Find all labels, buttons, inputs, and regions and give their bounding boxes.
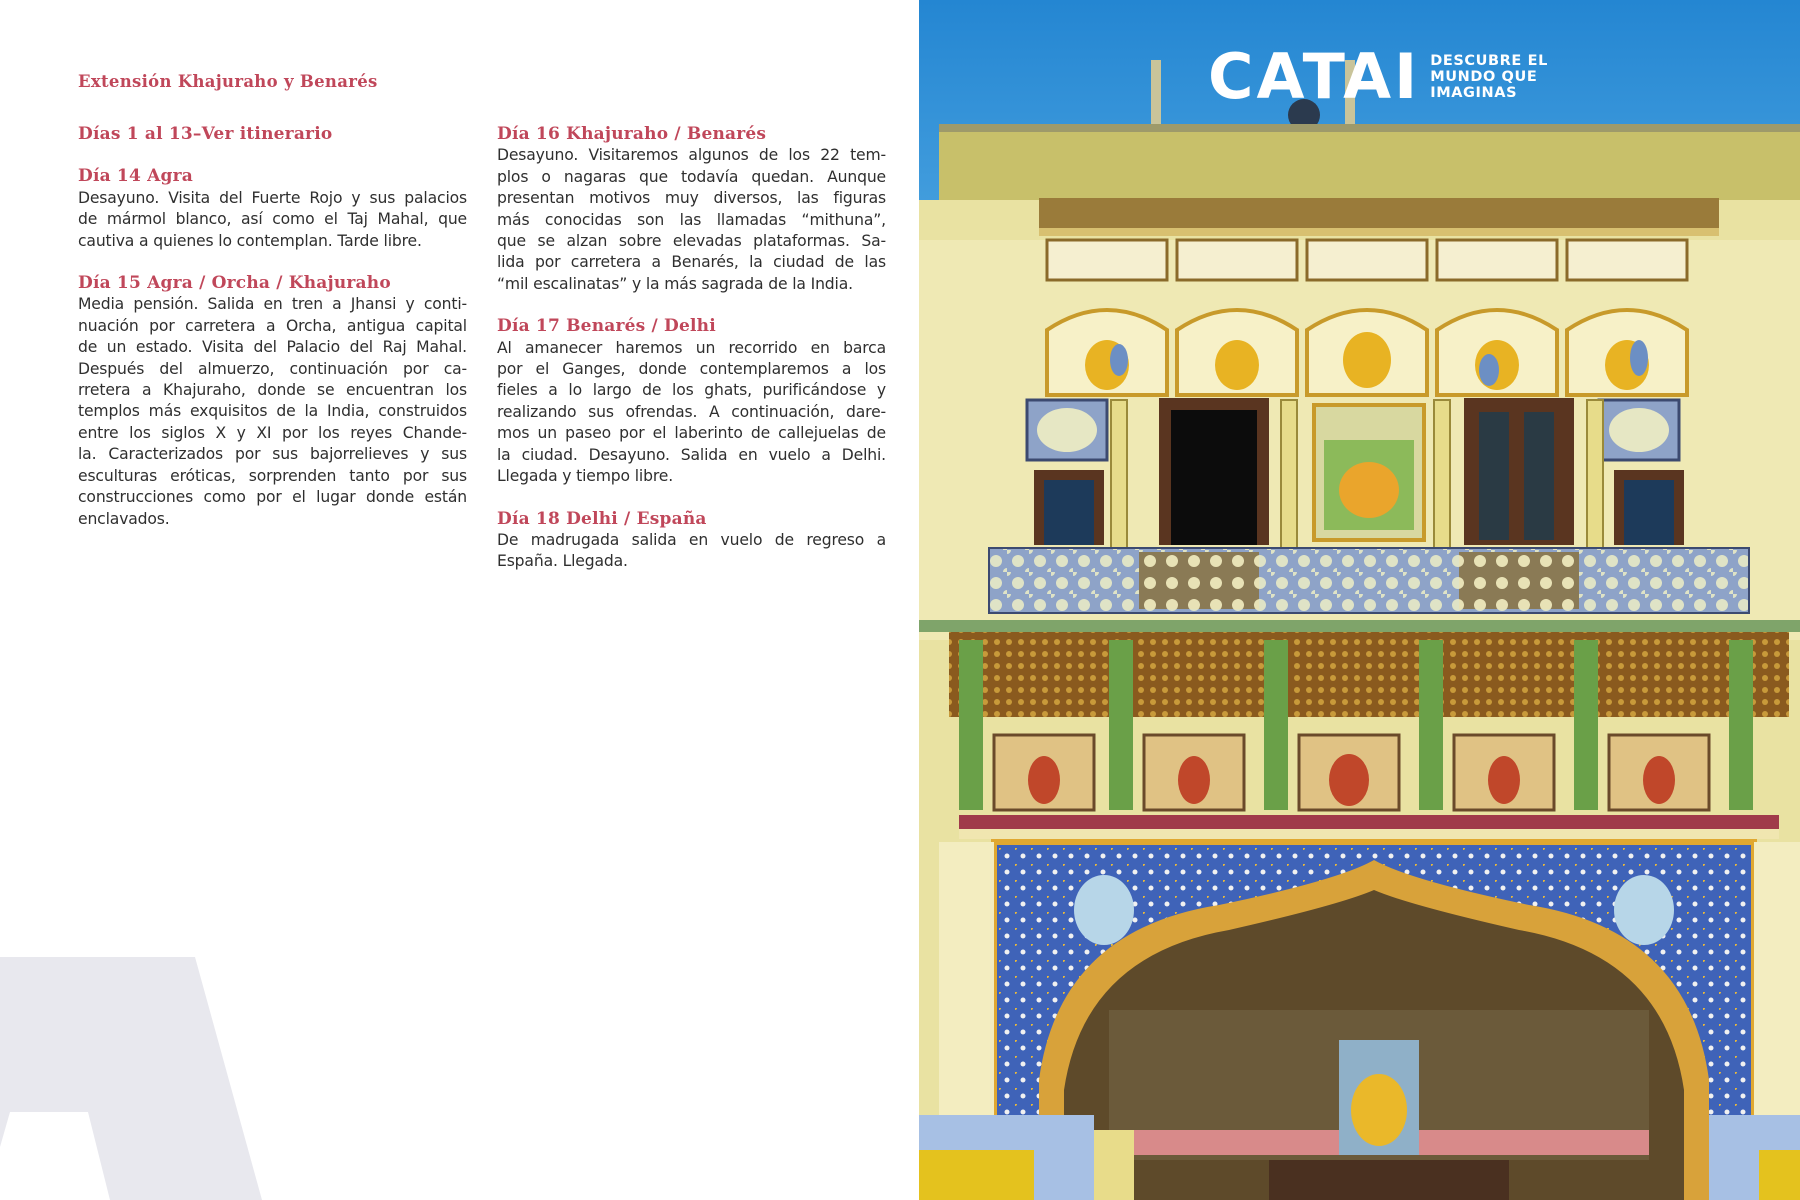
- day-block-15: [78, 273, 467, 530]
- photo-overlay: [919, 0, 1800, 1200]
- text-line: templos más exquisitos de la India, construidos: [78, 402, 467, 421]
- day-block-16: [497, 124, 886, 295]
- day-title: Día 14 Agra: [78, 166, 193, 187]
- text-line: “mil escalinatas” y la más sagrada de la India.: [497, 274, 853, 293]
- text-line: España. Llegada.: [497, 552, 628, 571]
- itinerary-column-1: [78, 124, 467, 551]
- itinerary-reference: Días 1 al 13–Ver itinerario: [78, 124, 333, 144]
- itinerary-column-2: [497, 124, 886, 594]
- day-block-14: [78, 166, 467, 252]
- catai-brand: [1208, 40, 1548, 113]
- section-title: Extensión Khajuraho y Benarés: [78, 72, 378, 91]
- text-line: Después del almuerzo, continuación por ca-: [78, 359, 467, 378]
- text-line: nuación por carretera a Orcha, antigua capital: [78, 316, 467, 335]
- text-line: Desayuno. Visita del Fuerte Rojo y sus palacios: [78, 188, 467, 207]
- text-line: Desayuno. Visitaremos algunos de los 22 tem-: [497, 146, 886, 165]
- text-line: mos un paseo por el laberinto de callejuelas de: [497, 424, 886, 443]
- tagline-line: DESCUBRE EL: [1430, 53, 1548, 69]
- catai-logo: CATAI: [1208, 40, 1421, 113]
- text-line: por el Ganges, donde contemplaremos a los: [497, 360, 886, 379]
- text-line: Al amanecer haremos un recorrido en barca: [497, 338, 886, 357]
- day-description: [497, 338, 886, 488]
- text-line: de un estado. Visita del Palacio del Raj Mahal.: [78, 338, 467, 357]
- text-line: presentan motivos muy diversos, las figuras: [497, 189, 886, 208]
- day-description: [78, 294, 467, 529]
- text-line: cautiva a quienes lo contemplan. Tarde libre.: [78, 231, 422, 250]
- background-letter-a-shape: [0, 957, 270, 1200]
- tagline-line: IMAGINAS: [1430, 85, 1518, 101]
- day-title: Día 18 Delhi / España: [497, 508, 707, 529]
- text-line: plos o nagaras que todavía quedan. Aunque: [497, 167, 886, 186]
- text-line: que se alzan sobre elevadas plataformas. Sa-: [497, 232, 886, 251]
- text-line: De madrugada salida en vuelo de regreso a: [497, 530, 886, 549]
- day-description: [78, 188, 467, 252]
- day-block-18: [497, 509, 886, 573]
- text-line: de mármol blanco, así como el Taj Mahal, que: [78, 210, 467, 229]
- text-line: construcciones como por el lugar donde están: [78, 488, 467, 507]
- text-line: enclavados.: [78, 509, 170, 528]
- text-line: Media pensión. Salida en tren a Jhansi y conti-: [78, 295, 467, 314]
- text-line: la. Caracterizados por sus bajorrelieves y sus: [78, 445, 467, 464]
- text-line: entre los siglos X y XI por los reyes Chande-: [78, 423, 467, 442]
- brand-tagline: [1430, 53, 1548, 101]
- text-line: esculturas eróticas, sorprenden tanto por sus: [78, 466, 467, 485]
- text-line: rretera a Khajuraho, donde se encuentran los: [78, 381, 467, 400]
- tagline-line: MUNDO QUE: [1430, 69, 1538, 85]
- text-line: lida por carretera a Benarés, la ciudad de las: [497, 253, 886, 272]
- day-title: Día 16 Khajuraho / Benarés: [497, 124, 767, 144]
- day-description: [497, 145, 886, 295]
- day-title: Día 15 Agra / Orcha / Khajuraho: [78, 273, 391, 294]
- day-description: [497, 530, 886, 573]
- day-title: Día 17 Benarés / Delhi: [497, 316, 716, 337]
- text-line: realizando sus ofrendas. A continuación, dare-: [497, 402, 886, 421]
- text-line: más conocidas son las llamadas “mithuna”,: [497, 210, 886, 229]
- haveli-facade-photo: [919, 0, 1800, 1200]
- text-line: fieles a lo largo de los ghats, purificándose y: [497, 381, 886, 400]
- text-line: Llegada y tiempo libre.: [497, 467, 674, 486]
- day-block-17: [497, 316, 886, 487]
- text-line: la ciudad. Desayuno. Salida en vuelo a Delhi.: [497, 445, 886, 464]
